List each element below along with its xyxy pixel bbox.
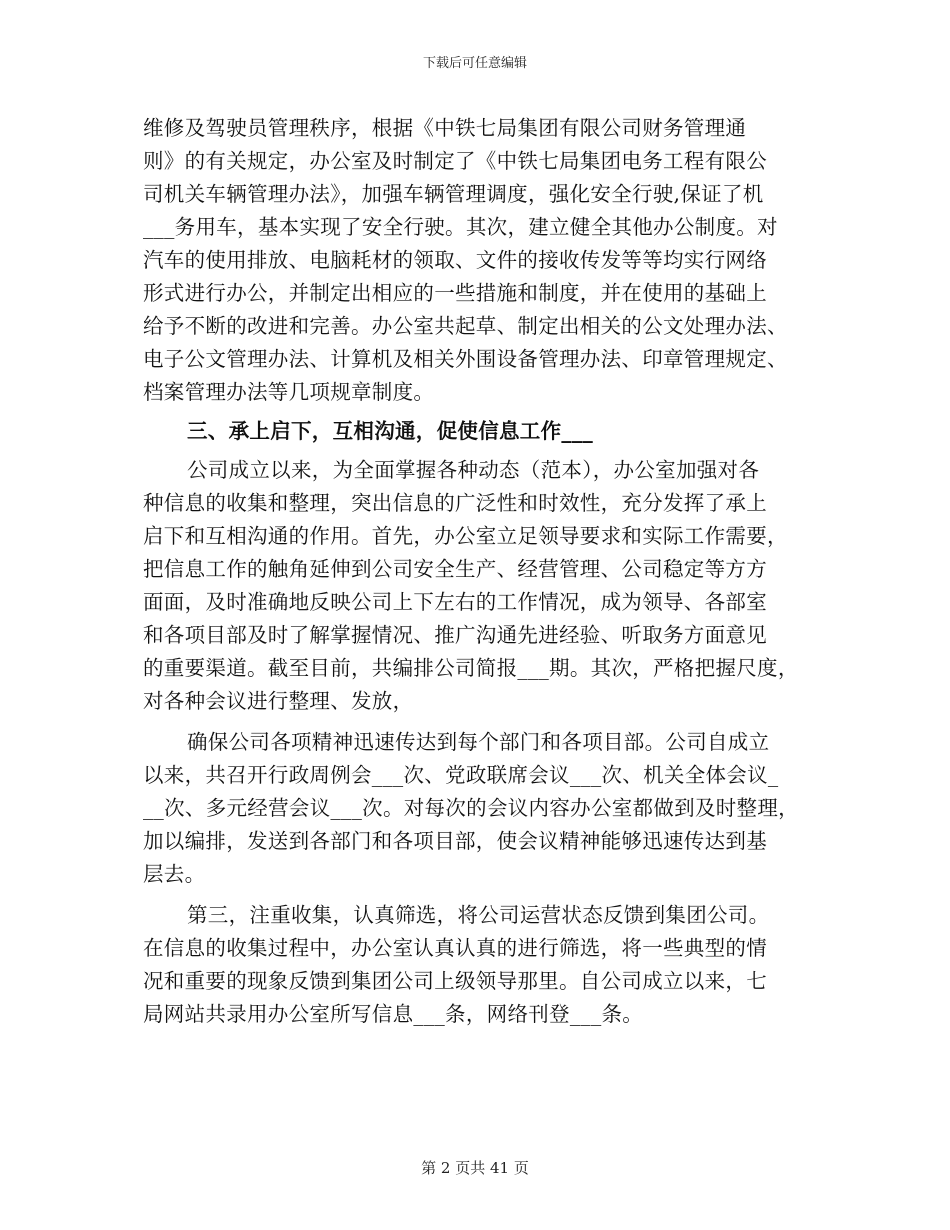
paragraph-line: 面面，及时准确地反映公司上下左右的工作情况，成为领导、各部室 <box>143 590 767 614</box>
paragraph-line: 公司成立以来，为全面掌握各种动态（范本），办公室加强对各 <box>187 458 760 482</box>
paragraph-line: 档案管理办法等几项规章制度。 <box>143 380 435 404</box>
paragraph-line: 则》的有关规定，办公室及时制定了《中铁七局集团电务工程有限公 <box>143 149 767 173</box>
paragraph-line: 把信息工作的触角延伸到公司安全生产、经营管理、公司稳定等方方 <box>143 557 767 581</box>
paragraph-line: 电子公文管理办法、计算机及相关外围设备管理办法、印章管理规定、 <box>143 347 788 371</box>
paragraph-line: 局网站共录用办公室所写信息___条，网络刊登___条。 <box>143 1002 644 1026</box>
paragraph-line: 的重要渠道。截至目前，共编排公司简报___期。其次，严格把握尺度， <box>143 656 799 680</box>
paragraph-line: 维修及驾驶员管理秩序，根据《中铁七局集团有限公司财务管理通 <box>143 116 747 140</box>
paragraph-gap <box>143 891 818 899</box>
paragraph-line: 对各种会议进行整理、发放， <box>143 689 414 713</box>
paragraph-line: 第三，注重收集，认真筛选，将公司运营状态反馈到集团公司。 <box>187 903 770 927</box>
paragraph-line: ___务用车，基本实现了安全行驶。其次，建立健全其他办公制度。对 <box>143 215 778 239</box>
paragraph-line: 司机关车辆管理办法》，加强车辆管理调度，强化安全行驶,保证了机 <box>143 182 764 206</box>
section-heading: 三、承上启下，互相沟通，促使信息工作___ <box>187 419 594 443</box>
paragraph-line: 以来，共召开行政周例会___次、党政联席会议___次、机关全体会议_ <box>143 763 779 787</box>
document-body <box>143 112 818 1031</box>
paragraph-line: __次、多元经营会议___次。对每次的会议内容办公室都做到及时整理， <box>143 796 799 820</box>
paragraph-line: 加以编排，发送到各部门和各项目部，使会议精神能够迅速传达到基 <box>143 829 767 853</box>
paragraph-line: 在信息的收集过程中，办公室认真认真的进行筛选，将一些典型的情 <box>143 936 767 960</box>
page-footer: 第 2 页共 41 页 <box>421 1159 529 1177</box>
paragraph-line: 汽车的使用排放、电脑耗材的领取、文件的接收传发等等均实行网络 <box>143 248 767 272</box>
paragraph-line: 给予不断的改进和完善。办公室共起草、制定出相关的公文处理办法、 <box>143 314 788 338</box>
paragraph-line: 层去。 <box>143 862 206 886</box>
paragraph-line: 况和重要的现象反馈到集团公司上级领导那里。自公司成立以来，七 <box>143 969 767 993</box>
paragraph-line: 种信息的收集和整理，突出信息的广泛性和时效性，充分发挥了承上 <box>143 491 767 515</box>
page-header: 下载后可任意编辑 <box>422 56 527 71</box>
paragraph-line: 确保公司各项精神迅速传达到每个部门和各项目部。公司自成立 <box>187 730 770 754</box>
paragraph-line: 形式进行办公，并制定出相应的一些措施和制度，并在使用的基础上 <box>143 281 767 305</box>
paragraph-gap <box>143 718 818 726</box>
paragraph-line: 启下和互相沟通的作用。首先，办公室立足领导要求和实际工作需要， <box>143 524 788 548</box>
paragraph-line: 和各项目部及时了解掌握情况、推广沟通先进经验、听取务方面意见 <box>143 623 767 647</box>
